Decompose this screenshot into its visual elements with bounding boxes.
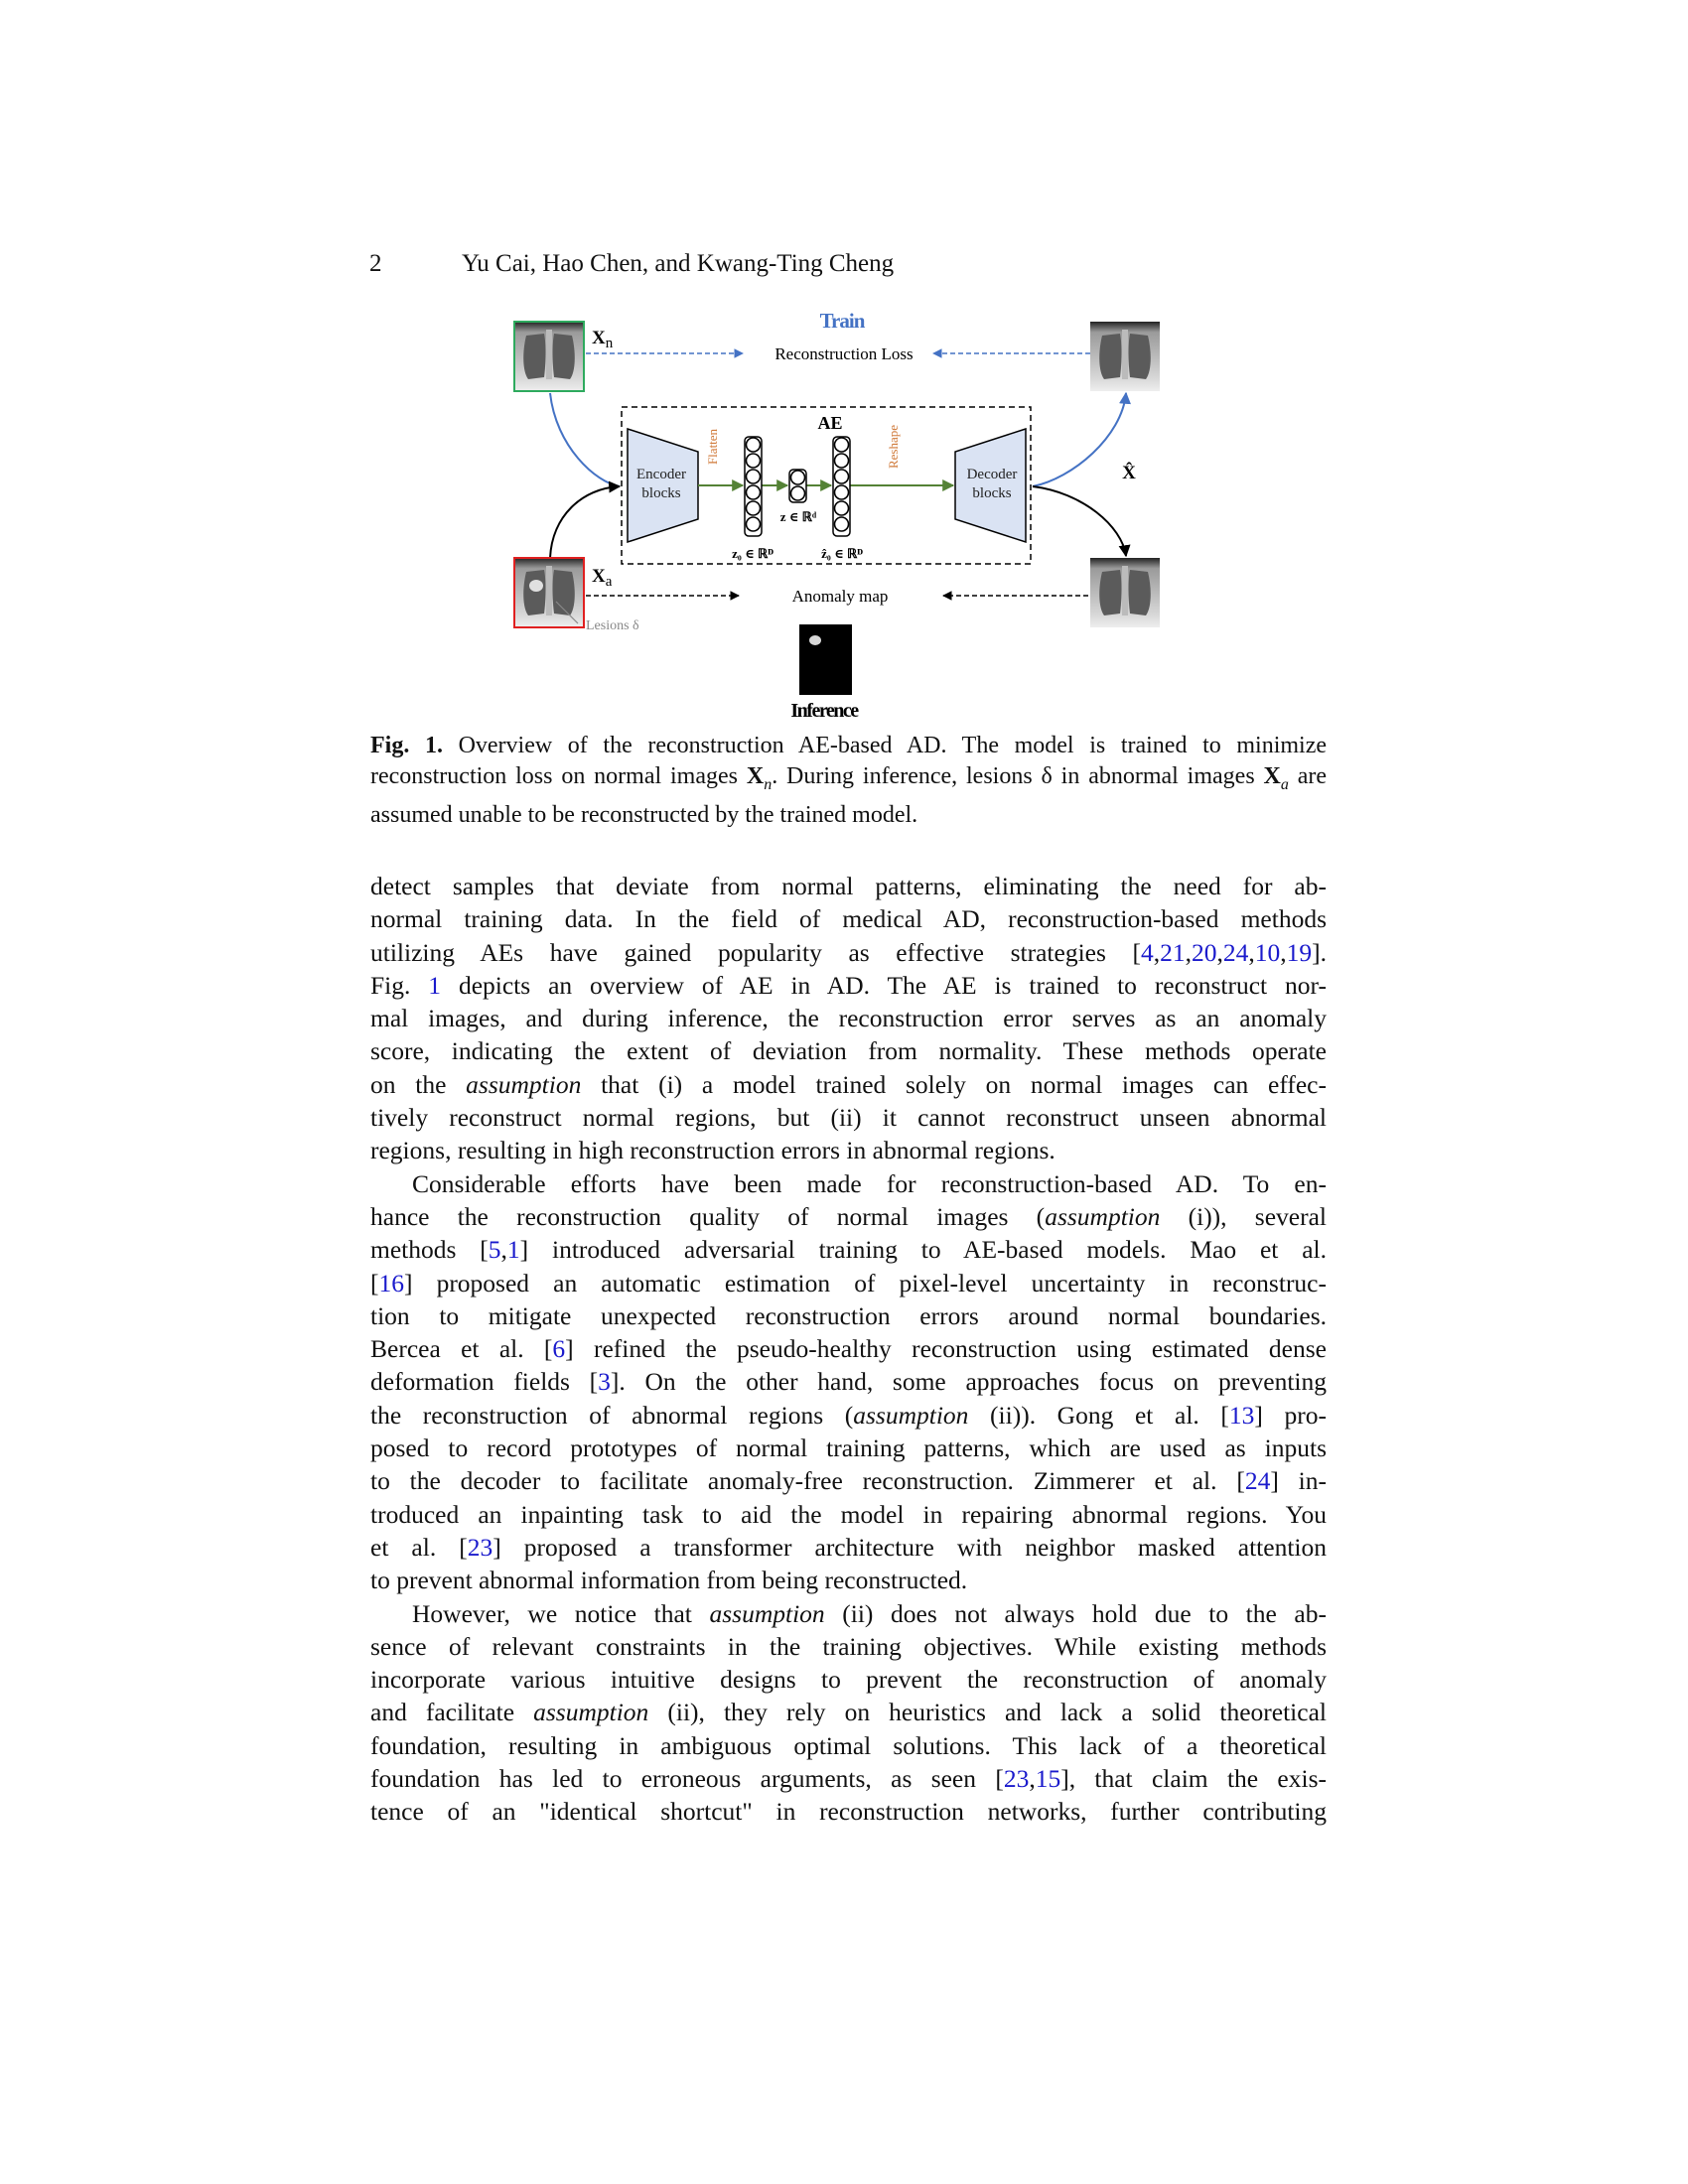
xhat-label: X̂ — [1122, 463, 1136, 483]
text-line: tence of an "identical shortcut" in reconstruction networks, further contributing — [370, 1797, 1327, 1827]
author-list: Yu Cai, Hao Chen, and Kwang-Ting Cheng — [462, 250, 895, 277]
xa-to-encoder-arrow — [550, 486, 620, 558]
caption-label: Fig. 1. — [370, 733, 443, 758]
text-line: tion to mitigate unexpected reconstruction errors around normal boundaries. — [370, 1300, 1327, 1330]
text-line: normal training data. In the field of medical AD, reconstruction-based methods — [370, 904, 1327, 934]
text-line: [16] proposed an automatic estimation of pixel-level uncertainty in reconstruc- — [370, 1268, 1327, 1297]
citation-link[interactable]: 3 — [598, 1367, 611, 1397]
z0-layer — [745, 437, 762, 536]
citation-link[interactable]: 23 — [1003, 1764, 1030, 1794]
text-line: to the decoder to facilitate anomaly-free reconstruction. Zimmerer et al. [24] in- — [370, 1466, 1327, 1496]
text-line: deformation fields [3]. On the other hand, some approaches focus on preventing — [370, 1367, 1327, 1397]
lesions-label: Lesions δ — [586, 618, 639, 633]
text-line: foundation has led to erroneous arguments, as seen [23,15], that claim the exis- — [370, 1764, 1327, 1794]
citation-link[interactable]: 24 — [1244, 1466, 1271, 1496]
text-line: to prevent abnormal information from being reconstructed. — [370, 1566, 968, 1595]
text-line: mal images, and during inference, the reconstruction error serves as an anomaly — [370, 1004, 1327, 1033]
text-line: score, indicating the extent of deviation from normality. These methods operate — [370, 1036, 1327, 1066]
encoder-label-2: blocks — [641, 485, 681, 501]
text-line: posed to record prototypes of normal training patterns, which are used as inputs — [370, 1433, 1327, 1463]
text-line: on the assumption that (i) a model trained solely on normal images can effec- — [370, 1069, 1327, 1099]
reconstruction-loss-label: Reconstruction Loss — [774, 344, 914, 363]
text-line: utilizing AEs have gained popularity as effective strategies [4,21,20,24,10,19]. — [370, 937, 1327, 967]
normal-xray-image — [514, 322, 584, 391]
citation-link[interactable]: 6 — [552, 1334, 566, 1364]
inference-label: Inference — [790, 700, 858, 722]
xn-to-encoder-arrow — [550, 393, 620, 486]
z-bottleneck — [789, 470, 806, 502]
reshape-label: Reshape — [886, 424, 901, 470]
citation-link[interactable]: 20 — [1192, 937, 1217, 967]
flatten-label: Flatten — [705, 428, 720, 466]
xn-label: $X_n$ — [592, 328, 614, 351]
citation-link[interactable]: 13 — [1228, 1400, 1255, 1430]
ae-label: AE — [817, 413, 843, 433]
text-line: and facilitate assumption (ii), they rely on heuristics and lack a solid theoretical — [370, 1698, 1327, 1727]
reconstructed-xray-top — [1090, 322, 1160, 391]
text-line: Fig. 1 depicts an overview of AE in AD. The AE is trained to reconstruct nor- — [370, 970, 1327, 1000]
decoder-to-xhat-inference-arrow — [1033, 486, 1126, 556]
anomaly-map-label: Anomaly map — [791, 587, 889, 606]
decoder-to-xhat-train-arrow — [1033, 393, 1126, 486]
figure-1 — [496, 308, 1192, 725]
citation-link[interactable]: 19 — [1286, 937, 1313, 967]
citation-link[interactable]: 15 — [1035, 1764, 1061, 1794]
decoder-label-1: Decoder — [966, 467, 1018, 482]
text-line: hance the reconstruction quality of normal images (assumption (i)), several — [370, 1201, 1327, 1231]
citation-link[interactable]: 4 — [1141, 937, 1154, 967]
citation-link[interactable]: 16 — [378, 1268, 404, 1297]
decoder-label-2: blocks — [972, 485, 1012, 501]
abnormal-xray-image — [514, 558, 584, 627]
train-label: Train — [819, 309, 865, 333]
z-label: z ∈ ℝᵈ — [779, 509, 817, 524]
text-line: detect samples that deviate from normal patterns, eliminating the need for ab- — [370, 872, 1327, 900]
reconstructed-xray-bottom — [1090, 558, 1160, 627]
citation-link[interactable]: 5 — [488, 1235, 501, 1265]
z0hat-layer — [833, 437, 850, 536]
text-line: the reconstruction of abnormal regions (assumption (ii)). Gong et al. [13] pro- — [370, 1400, 1327, 1430]
text-line: tively reconstruct normal regions, but (ii) it cannot reconstruct unseen abnormal — [370, 1103, 1327, 1133]
text-line: et al. [23] proposed a transformer architecture with neighbor masked attention — [370, 1532, 1327, 1562]
xa-label: $X_a$ — [592, 566, 613, 590]
citation-link[interactable]: 23 — [467, 1532, 493, 1562]
citation-link[interactable]: 21 — [1160, 937, 1186, 967]
text-line: foundation, resulting in ambiguous optimal solutions. This lack of a theoretical — [370, 1730, 1327, 1760]
text-line: regions, resulting in high reconstruction errors in abnormal regions. — [370, 1136, 1055, 1165]
citation-link[interactable]: 10 — [1254, 937, 1281, 967]
text-line: Considerable efforts have been made for reconstruction-based AD. To en- — [412, 1168, 1327, 1198]
text-line: However, we notice that assumption (ii) does not always hold due to the ab- — [412, 1598, 1327, 1628]
figure-caption: Fig. 1. Overview of the reconstruction AE-based AD. The model is trained to minimize reconstruction loss on normal images $X_n$. During inference, lesions δ in abnormal images $X_a$ are assumed unable to be reconstructed by the trained model. — [370, 733, 1328, 828]
encoder-label-1: Encoder — [636, 467, 686, 482]
z0hat-label: ẑ₀ ∈ ℝᴰ — [821, 546, 863, 561]
z0-label: z₀ ∈ ℝᴰ — [732, 546, 774, 561]
text-line: troduced an inpainting task to aid the model in repairing abnormal regions. You — [370, 1499, 1327, 1529]
text-line: methods [5,1] introduced adversarial training to AE-based models. Mao et al. — [370, 1235, 1327, 1265]
citation-link[interactable]: 1 — [506, 1235, 520, 1265]
anomaly-map-image — [799, 624, 852, 695]
text-line: incorporate various intuitive designs to prevent the reconstruction of anomaly — [370, 1665, 1327, 1695]
text-line: Bercea et al. [6] refined the pseudo-healthy reconstruction using estimated dense — [370, 1334, 1327, 1364]
body-text — [370, 870, 1327, 1829]
page-number: 2 — [369, 250, 382, 277]
figure-ref-link[interactable]: 1 — [428, 970, 442, 1000]
text-line: sence of relevant constraints in the training objectives. While existing methods — [370, 1631, 1327, 1661]
citation-link[interactable]: 24 — [1222, 937, 1249, 967]
